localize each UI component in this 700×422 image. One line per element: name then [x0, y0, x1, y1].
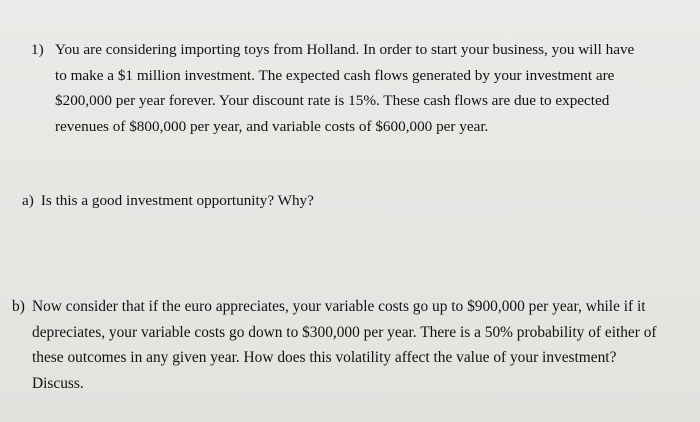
question-b [12, 294, 662, 396]
question-b-text: Now consider that if the euro appreciates, your variable costs go up to $900,000 per year, while if it depreciates, your variable costs go down to $300,000 per year. There is a 50% probability of either of these outcomes in any given year. How does this volatility affect the value of your investment? Discuss. [32, 298, 657, 392]
question-b-label: b) [12, 298, 25, 315]
question-1 [31, 37, 641, 139]
question-1-text: You are considering importing toys from Holland. In order to start your business, you will have to make a $1 million investment. The expected cash flows generated by your investment are $200,000 per year forever. Your discount rate is 15%. These cash flows are due to expected revenues of $800,000 per year, and variable costs of $600,000 per year. [55, 41, 635, 135]
question-a-text: Is this a good investment opportunity? Why? [40, 192, 314, 209]
question-a-label: a) [22, 192, 34, 209]
question-1-number: 1) [31, 41, 44, 58]
question-a [22, 188, 314, 213]
